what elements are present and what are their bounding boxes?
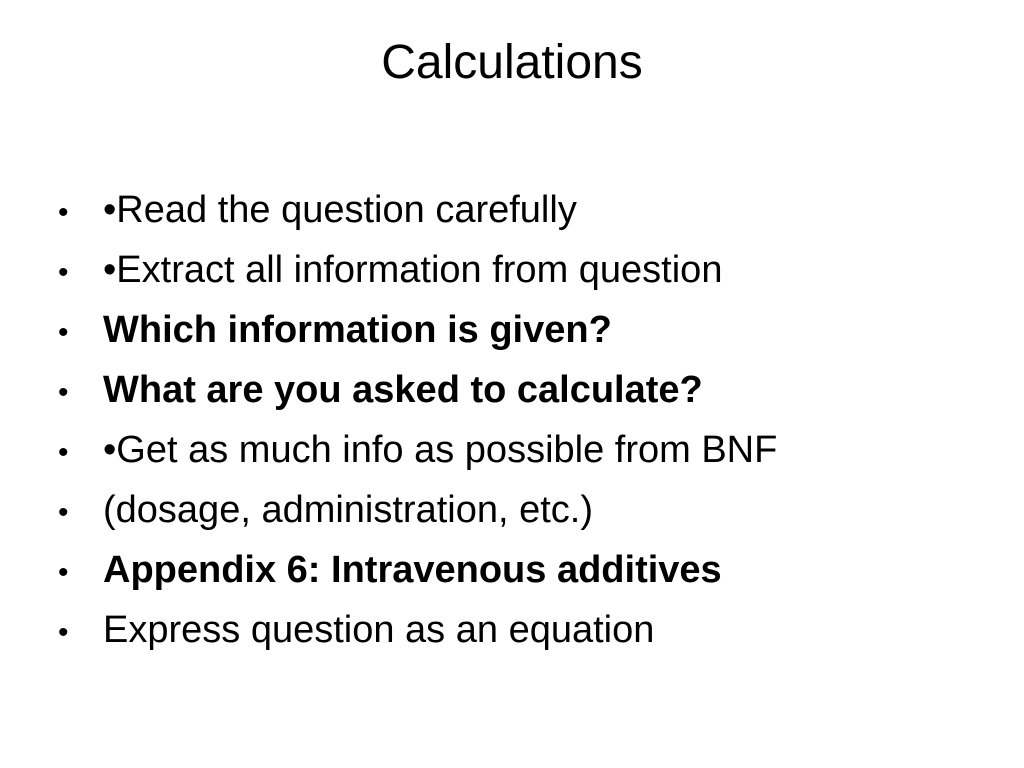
list-item [58,540,998,600]
slide-title: Calculations [381,36,643,89]
bullet-icon: • [58,556,69,589]
list-item [58,420,998,480]
bullet-text: •Get as much info as possible from BNF [103,429,778,471]
list-item [58,180,998,240]
bullet-list [58,180,998,660]
bullet-icon: • [58,496,69,529]
bullet-text: •Extract all information from question [103,249,723,291]
bullet-icon: • [58,436,69,469]
bullet-text: •Read the question carefully [103,189,577,231]
bullet-icon: • [58,616,69,649]
list-item [58,240,998,300]
bullet-text: Which information is given? [103,309,612,351]
bullet-icon: • [58,256,69,289]
bullet-text: What are you asked to calculate? [103,369,703,411]
list-item [58,480,998,540]
list-item [58,600,998,660]
bullet-text: Express question as an equation [103,609,655,651]
bullet-icon: • [58,316,69,349]
bullet-icon: • [58,196,69,229]
list-item [58,300,998,360]
bullet-text: Appendix 6: Intravenous additives [103,549,722,591]
list-item [58,360,998,420]
bullet-icon: • [58,376,69,409]
bullet-text: (dosage, administration, etc.) [103,489,594,531]
